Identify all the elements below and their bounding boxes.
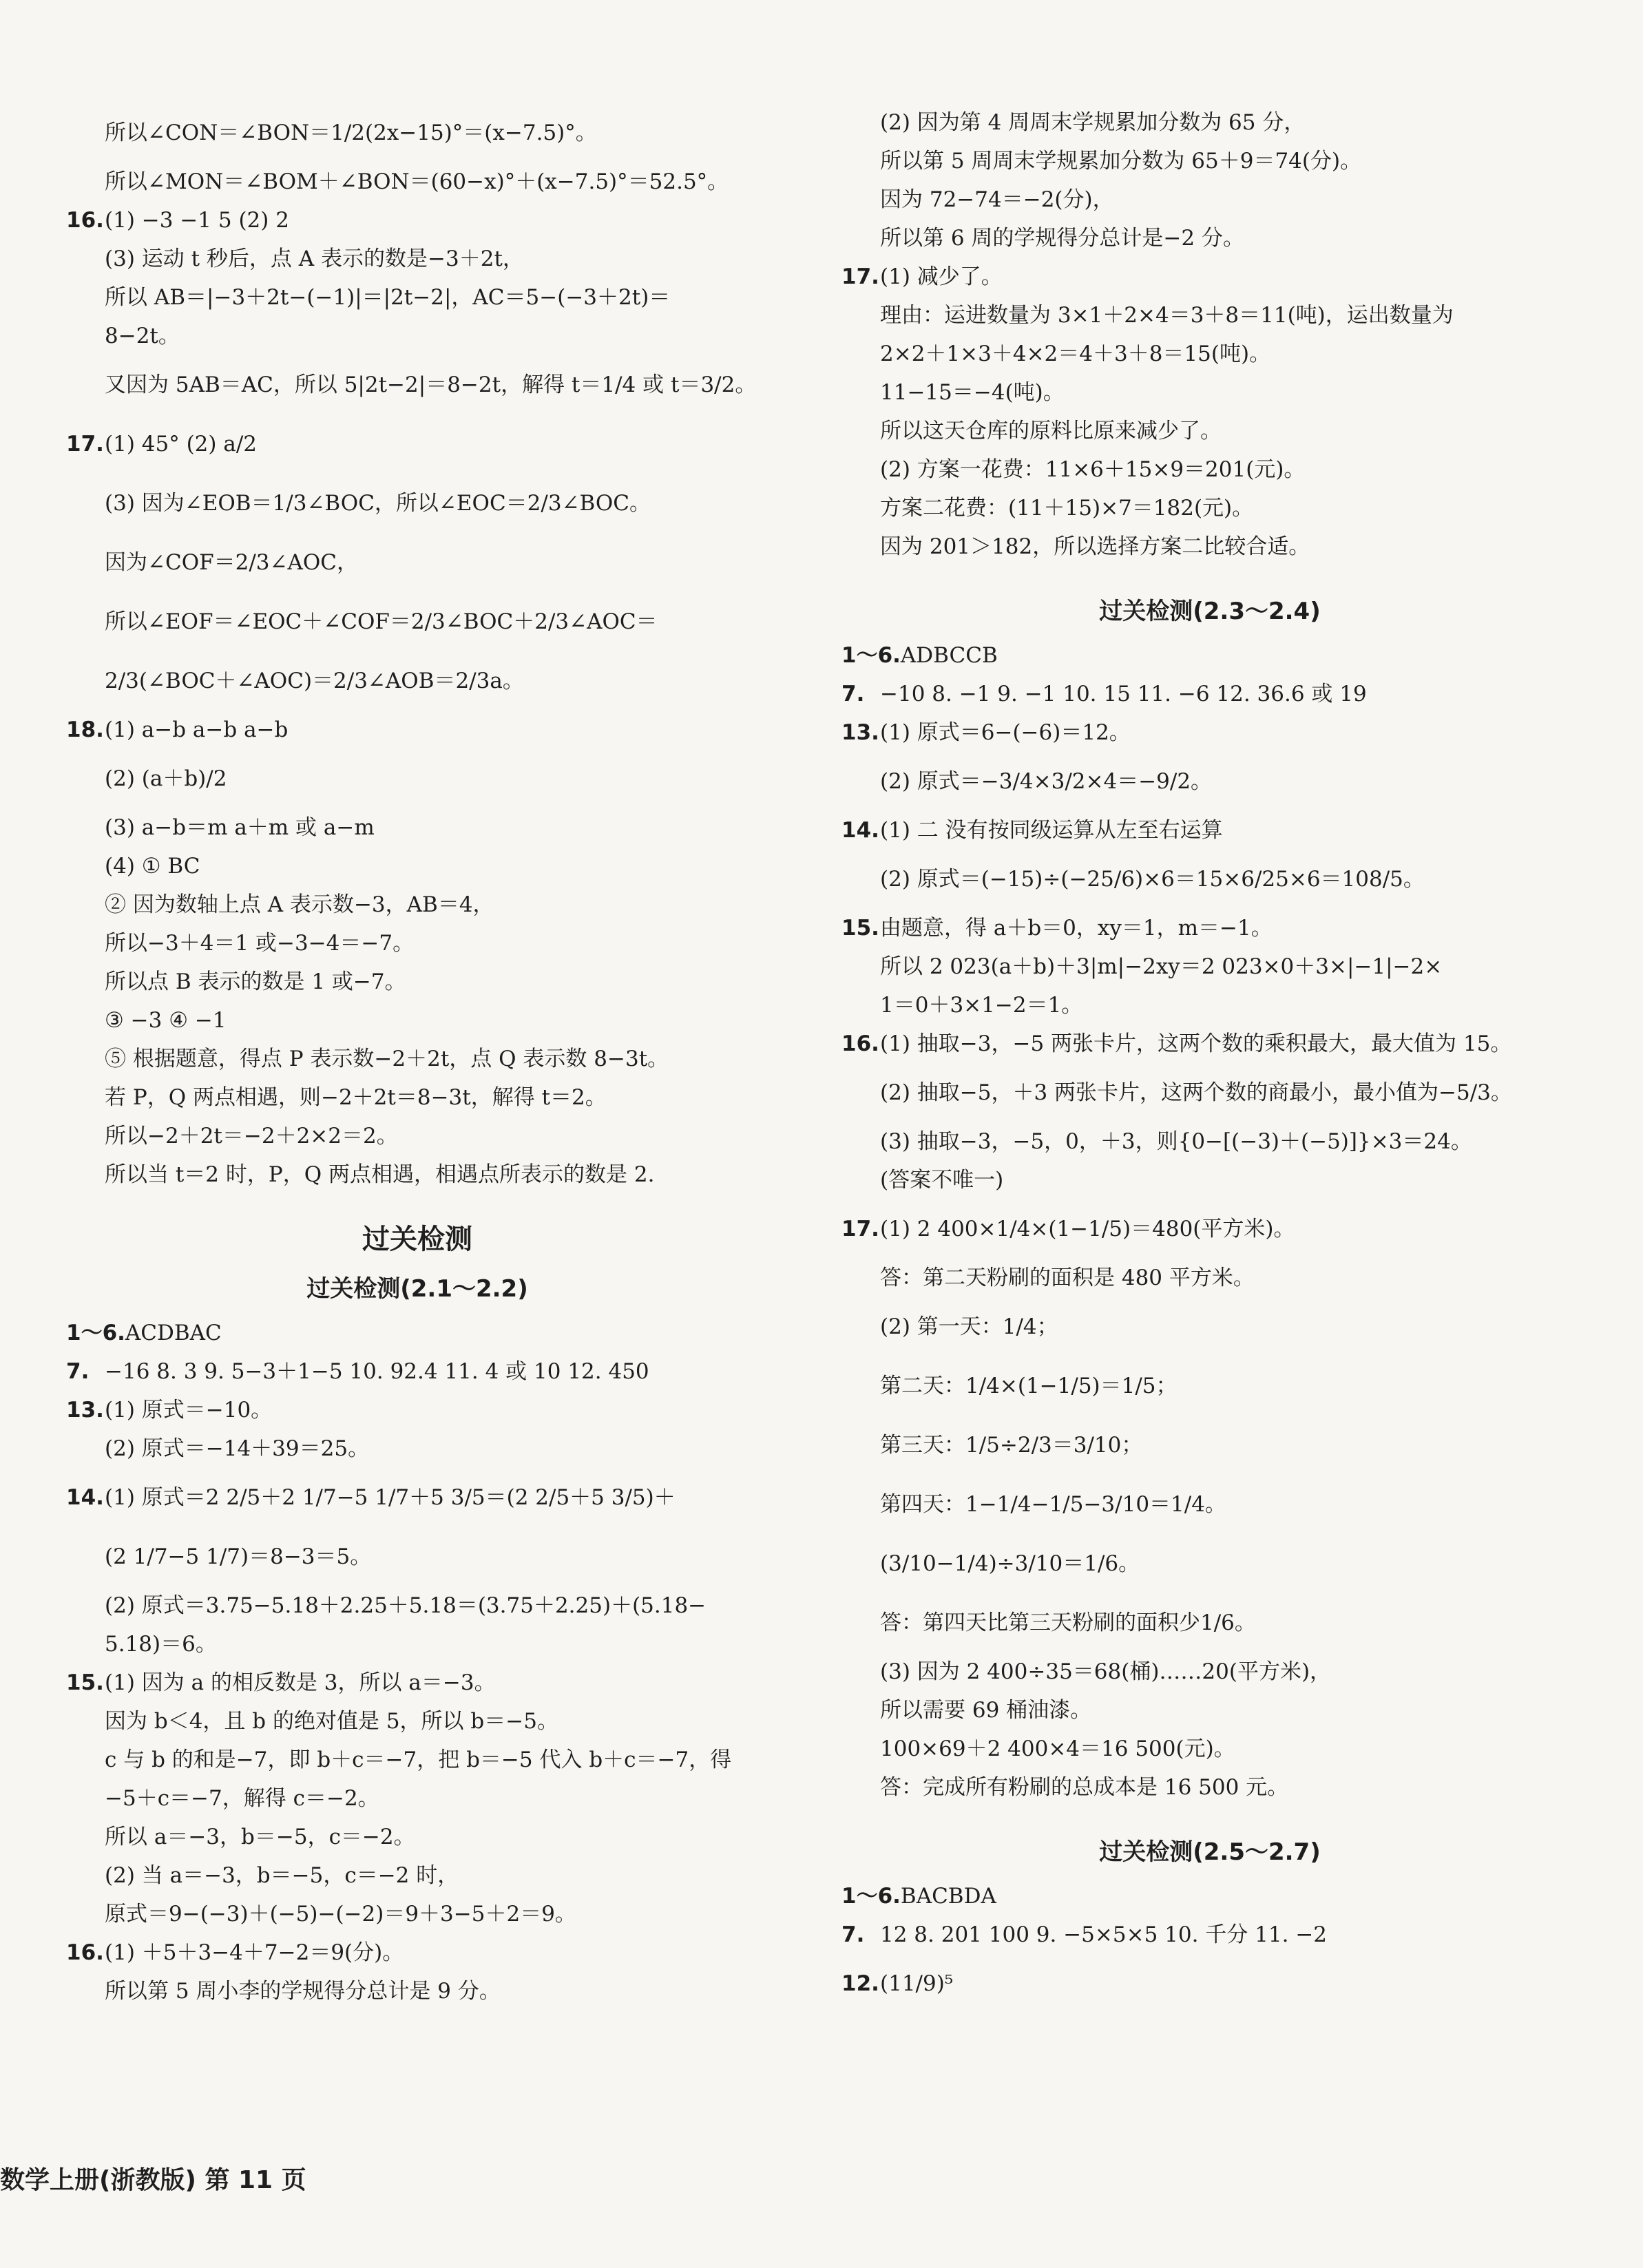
left-line [66, 924, 768, 963]
answer-text: (1) 45° (2) a/2 [105, 432, 257, 456]
left-line [66, 749, 768, 808]
right-line [841, 489, 1578, 527]
answer-text: −10 8. −1 9. −1 10. 15 11. −6 12. 36.6 或 19 [880, 682, 1367, 706]
answer-text: (1) 原式＝6−(−6)＝12。 [880, 720, 1131, 745]
question-number: 17. [841, 1217, 879, 1241]
right-line [841, 1356, 1578, 1416]
answer-text: 过关检测(2.5～2.7) [1099, 1838, 1321, 1866]
answer-text: (3) 因为 2 400÷35＝68(桶)……20(平方米)， [880, 1659, 1332, 1684]
question-number: 1～6. [841, 1884, 901, 1909]
left-line [66, 474, 768, 533]
answer-text: BACBDA [900, 1884, 996, 1909]
right-line [841, 752, 1578, 811]
answer-text: (1) 原式＝−10。 [105, 1398, 273, 1422]
answer-text: 所以这天仓库的原料比原来减少了。 [880, 419, 1222, 443]
answer-text: 原式＝9−(−3)＋(−5)−(−2)＝9＋3−5＋2＝9。 [105, 1902, 576, 1926]
answer-text: 答：完成所有粉刷的总成本是 16 500 元。 [880, 1775, 1289, 1800]
answer-text: (1) 原式＝2 2/5＋2 1/7−5 1/7＋5 3/5＝(2 2/5＋5 3/5)＋ [105, 1485, 676, 1510]
left-line [66, 1933, 768, 1972]
left-line [66, 1972, 768, 2010]
answer-text: ADBCCB [900, 643, 998, 668]
left-line [66, 240, 768, 278]
left-line [66, 1468, 768, 1527]
answer-text: 所以需要 69 桶油漆。 [880, 1698, 1092, 1723]
right-line [841, 142, 1578, 180]
left-line [66, 1391, 768, 1429]
answer-text: (1) 减少了。 [880, 264, 1003, 289]
right-line [841, 373, 1578, 412]
answer-text: 所以−2＋2t＝−2＋2×2＝2。 [105, 1124, 398, 1148]
question-number: 7. [66, 1359, 90, 1384]
question-number: 7. [841, 1922, 865, 1947]
answer-text: 2/3(∠BOC＋∠AOC)＝2/3∠AOB＝2/3a。 [105, 669, 524, 693]
answer-text: (3) 运动 t 秒后，点 A 表示的数是−3＋2t， [105, 246, 524, 271]
answer-text: 100×69＋2 400×4＝16 500(元)。 [880, 1736, 1235, 1761]
answer-text: 因为 201＞182，所以选择方案二比较合适。 [880, 534, 1310, 559]
page-footer: 数学上册(浙教版) 第 11 页 [0, 2166, 306, 2194]
answer-text: ⑤ 根据题意，得点 P 表示数−2＋2t，点 Q 表示数 8−3t。 [105, 1047, 669, 1071]
answer-text: (3) a−b＝m a＋m 或 a−m [105, 815, 375, 840]
left-line [66, 1001, 768, 1040]
right-line [841, 986, 1578, 1025]
answer-text: (2) 抽取−5，＋3 两张卡片，这两个数的商最小，最小值为−5/3。 [880, 1080, 1512, 1105]
answer-text: 第四天：1−1/4−1/5−3/10＝1/4。 [880, 1492, 1226, 1517]
left-line [66, 317, 768, 355]
left-line [66, 1215, 768, 1264]
left-line [66, 963, 768, 1001]
right-line [841, 947, 1578, 986]
left-line [66, 1078, 768, 1117]
answer-text: (2) (a＋b)/2 [105, 766, 227, 791]
answer-text: (1) 二 没有按同级运算从左至右运算 [880, 818, 1223, 843]
question-number: 1～6. [841, 643, 901, 668]
right-line [841, 258, 1578, 296]
left-line [66, 1779, 768, 1818]
right-line [841, 412, 1578, 450]
answer-text: (11/9)⁵ [880, 1971, 954, 1996]
answer-text: (答案不唯一) [880, 1168, 1004, 1193]
answer-text: (3/10−1/4)÷3/10＝1/6。 [880, 1551, 1140, 1576]
right-line [841, 450, 1578, 489]
question-number: 17. [66, 432, 104, 456]
question-number: 16. [841, 1031, 879, 1056]
right-line [841, 1416, 1578, 1475]
right-line [841, 1691, 1578, 1730]
question-number: 13. [66, 1398, 104, 1422]
answer-text: 答：第二天粉刷的面积是 480 平方米。 [880, 1266, 1255, 1290]
right-line [841, 1297, 1578, 1356]
right-line [841, 850, 1578, 909]
answer-text: (2) 原式＝3.75−5.18＋2.25＋5.18＝(3.75＋2.25)＋(5.18− [105, 1593, 707, 1618]
answer-text: 又因为 5AB＝AC，所以 5|2t−2|＝8−2t，解得 t＝1/4 或 t＝3/2。 [105, 372, 757, 397]
answer-text: 所以 AB＝|−3＋2t−(−1)|＝|2t−2|，AC＝5−(−3＋2t)＝ [105, 285, 671, 310]
question-number: 13. [841, 720, 879, 745]
left-line [66, 808, 768, 847]
question-number: 18. [66, 717, 104, 742]
right-line [841, 636, 1578, 675]
answer-text: 因为 b＜4，且 b 的绝对值是 5，所以 b＝−5。 [105, 1709, 558, 1734]
left-line [66, 1856, 768, 1895]
left-line [66, 847, 768, 885]
question-number: 15. [841, 916, 879, 941]
right-line [841, 1259, 1578, 1297]
answer-text: −16 8. 3 9. 5−3＋1−5 10. 92.4 11. 4 或 10 12. 450 [105, 1359, 649, 1384]
left-line [66, 651, 768, 711]
answer-text: (1) 因为 a 的相反数是 3，所以 a＝−3。 [105, 1670, 496, 1695]
right-line [841, 219, 1578, 258]
left-line [66, 1625, 768, 1663]
right-line [841, 1807, 1578, 1827]
left-line [66, 1040, 768, 1078]
left-column [66, 103, 768, 2010]
left-line [66, 1741, 768, 1779]
answer-text: 12 8. 201 100 9. −5×5×5 10. 千分 11. −2 [880, 1922, 1328, 1947]
left-line [66, 1818, 768, 1856]
left-line [66, 1895, 768, 1933]
answer-text: (3) 抽取−3，−5，0，＋3，则{0−[(−3)＋(−5)]}×3＝24。 [880, 1129, 1472, 1154]
answer-text: 1＝0＋3×1−2＝1。 [880, 993, 1083, 1018]
answer-text: (2) 当 a＝−3，b＝−5，c＝−2 时， [105, 1863, 459, 1888]
left-line [66, 885, 768, 924]
question-number: 14. [841, 818, 879, 843]
left-line [66, 1586, 768, 1625]
answer-text: 过关检测 [362, 1224, 472, 1255]
answer-text: (2) 方案一花费：11×6＋15×9＝201(元)。 [880, 457, 1306, 482]
answer-text: 所以∠CON＝∠BON＝1/2(2x−15)°＝(x−7.5)°。 [105, 120, 597, 145]
left-line [66, 592, 768, 651]
answer-text: 2×2＋1×3＋4×2＝4＋3＋8＝15(吨)。 [880, 342, 1271, 366]
question-number: 7. [841, 682, 865, 706]
answer-text: (3) 因为∠EOB＝1/3∠BOC，所以∠EOC＝2/3∠BOC。 [105, 491, 651, 516]
left-line [66, 201, 768, 240]
right-column [841, 103, 1578, 2013]
right-line [841, 675, 1578, 713]
answer-text: (1) 抽取−3，−5 两张卡片，这两个数的乘积最大，最大值为 15。 [880, 1031, 1512, 1056]
answer-text: 8−2t。 [105, 324, 180, 348]
left-line [66, 1117, 768, 1155]
left-line [66, 162, 768, 201]
answer-text: −5＋c＝−7，解得 c＝−2。 [105, 1786, 379, 1811]
answer-text: 5.18)＝6。 [105, 1632, 217, 1657]
answer-text: (2) 原式＝−3/4×3/2×4＝−9/2。 [880, 769, 1213, 794]
answer-text: (2) 第一天：1/4； [880, 1314, 1058, 1339]
right-line [841, 1534, 1578, 1593]
answer-text: 答：第四天比第三天粉刷的面积少1/6。 [880, 1610, 1256, 1635]
question-number: 14. [66, 1485, 104, 1510]
left-line [66, 1429, 768, 1468]
answer-text: 11−15＝−4(吨)。 [880, 380, 1065, 405]
right-line [841, 1161, 1578, 1199]
answer-text: (4) ① BC [105, 854, 200, 879]
left-line [66, 1155, 768, 1194]
answer-text: 所以第 6 周的学规得分总计是−2 分。 [880, 226, 1244, 251]
answer-text: 因为 72−74＝−2(分)， [880, 187, 1114, 212]
right-line [841, 1199, 1578, 1259]
right-line [841, 909, 1578, 947]
answer-text: 第二天：1/4×(1−1/5)＝1/5； [880, 1374, 1178, 1398]
left-line [66, 1314, 768, 1352]
right-line [841, 527, 1578, 566]
answer-text: (2) 原式＝(−15)÷(−25/6)×6＝15×6/25×6＝108/5。 [880, 867, 1425, 892]
answer-text: 所以−3＋4＝1 或−3−4＝−7。 [105, 931, 415, 956]
answer-text: (1) 2 400×1/4×(1−1/5)＝480(平方米)。 [880, 1217, 1295, 1241]
answer-text: (1) a−b a−b a−b [105, 717, 289, 742]
right-line [841, 103, 1578, 142]
answer-text: 所以∠EOF＝∠EOC＋∠COF＝2/3∠BOC＋2/3∠AOC＝ [105, 609, 658, 634]
answer-text: c 与 b 的和是−7，即 b＋c＝−7，把 b＝−5 代入 b＋c＝−7，得 [105, 1747, 732, 1772]
answer-text: 所以点 B 表示的数是 1 或−7。 [105, 969, 406, 994]
question-number: 16. [66, 208, 104, 233]
right-line [841, 566, 1578, 587]
right-line [841, 811, 1578, 850]
left-line [66, 1264, 768, 1314]
right-line [841, 1954, 1578, 2013]
right-line [841, 1915, 1578, 1954]
left-line [66, 1352, 768, 1391]
left-line [66, 1194, 768, 1215]
left-line [66, 278, 768, 317]
answer-text: 理由：运进数量为 3×1＋2×4＝3＋8＝11(吨)，运出数量为 [880, 303, 1454, 328]
left-line [66, 414, 768, 474]
question-number: 1～6. [66, 1321, 125, 1345]
answer-text: ③ −3 ④ −1 [105, 1008, 227, 1033]
answer-text: 因为∠COF＝2/3∠AOC， [105, 550, 359, 575]
right-line [841, 1827, 1578, 1877]
right-line [841, 335, 1578, 373]
answer-text: ACDBAC [125, 1321, 222, 1345]
answer-text: 所以当 t＝2 时，P，Q 两点相遇，相遇点所表示的数是 2. [105, 1162, 655, 1187]
answer-text: 由题意，得 a＋b＝0，xy＝1，m＝−1。 [880, 916, 1273, 941]
right-line [841, 713, 1578, 752]
question-number: 15. [66, 1670, 104, 1695]
right-line [841, 1730, 1578, 1768]
right-line [841, 1593, 1578, 1652]
right-line [841, 180, 1578, 219]
right-line [841, 1122, 1578, 1161]
right-line [841, 1768, 1578, 1807]
right-line [841, 1475, 1578, 1534]
question-number: 12. [841, 1971, 879, 1996]
right-line [841, 1877, 1578, 1915]
question-number: 17. [841, 264, 879, 289]
left-line [66, 1702, 768, 1741]
answer-text: 方案二花费：(11＋15)×7＝182(元)。 [880, 496, 1254, 521]
left-line [66, 103, 768, 162]
answer-text: ② 因为数轴上点 A 表示数−3，AB＝4， [105, 892, 494, 917]
left-line [66, 1527, 768, 1586]
left-line [66, 1663, 768, 1702]
answer-text: 若 P，Q 两点相遇，则−2＋2t＝8−3t，解得 t＝2。 [105, 1085, 607, 1110]
left-line [66, 355, 768, 414]
answer-text: 所以 a＝−3，b＝−5，c＝−2。 [105, 1825, 415, 1849]
answer-text: (1) −3 −1 5 (2) 2 [105, 208, 289, 233]
answer-text: 过关检测(2.3～2.4) [1099, 598, 1321, 625]
question-number: 16. [66, 1940, 104, 1965]
answer-text: (1) ＋5＋3−4＋7−2＝9(分)。 [105, 1940, 404, 1965]
answer-text: (2) 因为第 4 周周末学规累加分数为 65 分， [880, 110, 1306, 135]
right-line [841, 587, 1578, 636]
answer-text: 所以 2 023(a＋b)＋3|m|−2xy＝2 023×0＋3×|−1|−2× [880, 954, 1443, 979]
right-line [841, 1025, 1578, 1063]
left-line [66, 711, 768, 749]
right-line [841, 296, 1578, 335]
answer-text: 所以∠MON＝∠BOM＋∠BON＝(60−x)°＋(x−7.5)°＝52.5°。 [105, 169, 729, 194]
left-line [66, 533, 768, 592]
answer-text: (2) 原式＝−14＋39＝25。 [105, 1436, 370, 1461]
right-line [841, 1063, 1578, 1122]
answer-text: 第三天：1/5÷2/3＝3/10； [880, 1433, 1143, 1458]
answer-text: (2 1/7−5 1/7)＝8−3＝5。 [105, 1544, 372, 1569]
answer-text: 所以第 5 周周末学规累加分数为 65＋9＝74(分)。 [880, 149, 1362, 174]
right-line [841, 1652, 1578, 1691]
answer-text: 所以第 5 周小李的学规得分总计是 9 分。 [105, 1979, 501, 2004]
answer-text: 过关检测(2.1～2.2) [306, 1275, 528, 1303]
